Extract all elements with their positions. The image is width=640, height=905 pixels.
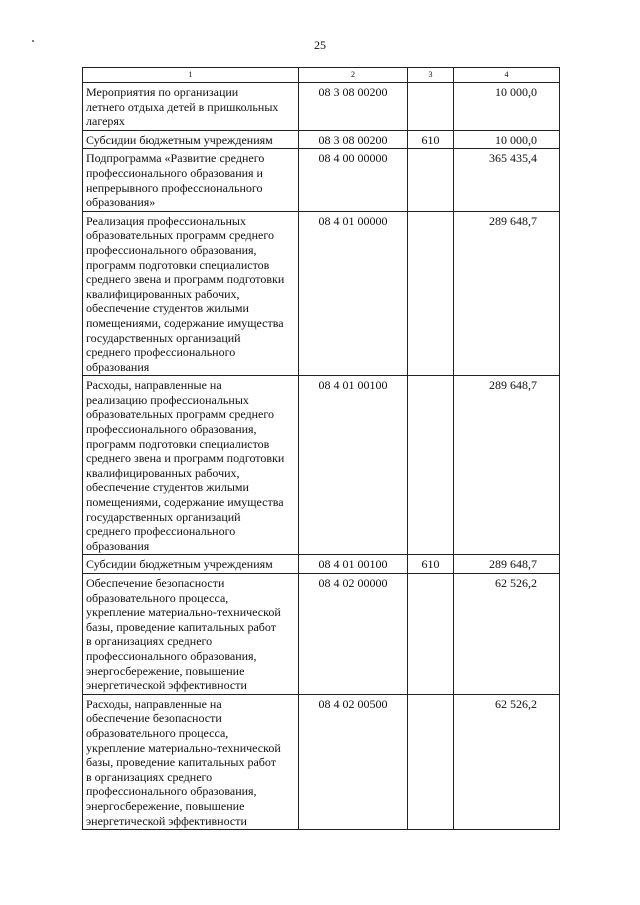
row-amount: 289 648,7 bbox=[454, 211, 560, 376]
column-header-4: 4 bbox=[454, 68, 560, 83]
row-type bbox=[408, 694, 454, 829]
row-name: Подпрограмма «Развитие среднего профессионального образования и непрерывного профессионального образования» bbox=[83, 149, 299, 211]
row-code: 08 4 01 00000 bbox=[299, 211, 408, 376]
table-row bbox=[83, 149, 560, 211]
row-code: 08 3 08 00200 bbox=[299, 130, 408, 149]
row-type bbox=[408, 83, 454, 131]
row-type bbox=[408, 574, 454, 695]
row-amount: 10 000,0 bbox=[454, 83, 560, 131]
row-name: Расходы, направленные на обеспечение безопасности образовательного процесса, укрепление материально-технической базы, проведение капитальных работ в организациях среднего профессионального образования, энергосбережение, повышение энергетической эффективности bbox=[83, 694, 299, 829]
row-type bbox=[408, 211, 454, 376]
budget-table bbox=[82, 67, 560, 830]
table-header-row bbox=[83, 68, 560, 83]
row-type: 610 bbox=[408, 130, 454, 149]
row-code: 08 4 00 00000 bbox=[299, 149, 408, 211]
row-name: Субсидии бюджетным учреждениям bbox=[83, 130, 299, 149]
column-header-2: 2 bbox=[299, 68, 408, 83]
table-row bbox=[83, 574, 560, 695]
table-row bbox=[83, 211, 560, 376]
row-amount: 289 648,7 bbox=[454, 376, 560, 555]
table-row bbox=[83, 130, 560, 149]
row-type bbox=[408, 376, 454, 555]
column-header-3: 3 bbox=[408, 68, 454, 83]
row-code: 08 3 08 00200 bbox=[299, 83, 408, 131]
table-row bbox=[83, 555, 560, 574]
row-amount: 289 648,7 bbox=[454, 555, 560, 574]
row-amount: 10 000,0 bbox=[454, 130, 560, 149]
row-type: 610 bbox=[408, 555, 454, 574]
row-amount: 365 435,4 bbox=[454, 149, 560, 211]
row-name: Реализация профессиональных образовательных программ среднего профессионального образования, программ подготовки специалистов среднего звена и программ подготовки квалифицированных рабочих, обеспечение студентов жилыми помещениями, содержание имущества государственных организаций среднего профессионального образования bbox=[83, 211, 299, 376]
page-number: 25 bbox=[314, 38, 326, 52]
row-type bbox=[408, 149, 454, 211]
table-row bbox=[83, 83, 560, 131]
row-name: Мероприятия по организации летнего отдыха детей в пришкольных лагерях bbox=[83, 83, 299, 131]
row-code: 08 4 02 00000 bbox=[299, 574, 408, 695]
row-code: 08 4 02 00500 bbox=[299, 694, 408, 829]
table-row bbox=[83, 376, 560, 555]
table-row bbox=[83, 694, 560, 829]
row-code: 08 4 01 00100 bbox=[299, 555, 408, 574]
column-header-1: 1 bbox=[83, 68, 299, 83]
row-name: Расходы, направленные на реализацию профессиональных образовательных программ среднего профессионального образования, программ подготовки специалистов среднего звена и программ подготовки квалифицированных рабочих, обеспечение студентов жилыми помещениями, содержание имущества государственных организаций среднего профессионального образования bbox=[83, 376, 299, 555]
row-name: Обеспечение безопасности образовательного процесса, укрепление материально-технической базы, проведение капитальных работ в организациях среднего профессионального образования, энергосбережение, повышение энергетической эффективности bbox=[83, 574, 299, 695]
row-code: 08 4 01 00100 bbox=[299, 376, 408, 555]
row-amount: 62 526,2 bbox=[454, 694, 560, 829]
row-name: Субсидии бюджетным учреждениям bbox=[83, 555, 299, 574]
row-amount: 62 526,2 bbox=[454, 574, 560, 695]
